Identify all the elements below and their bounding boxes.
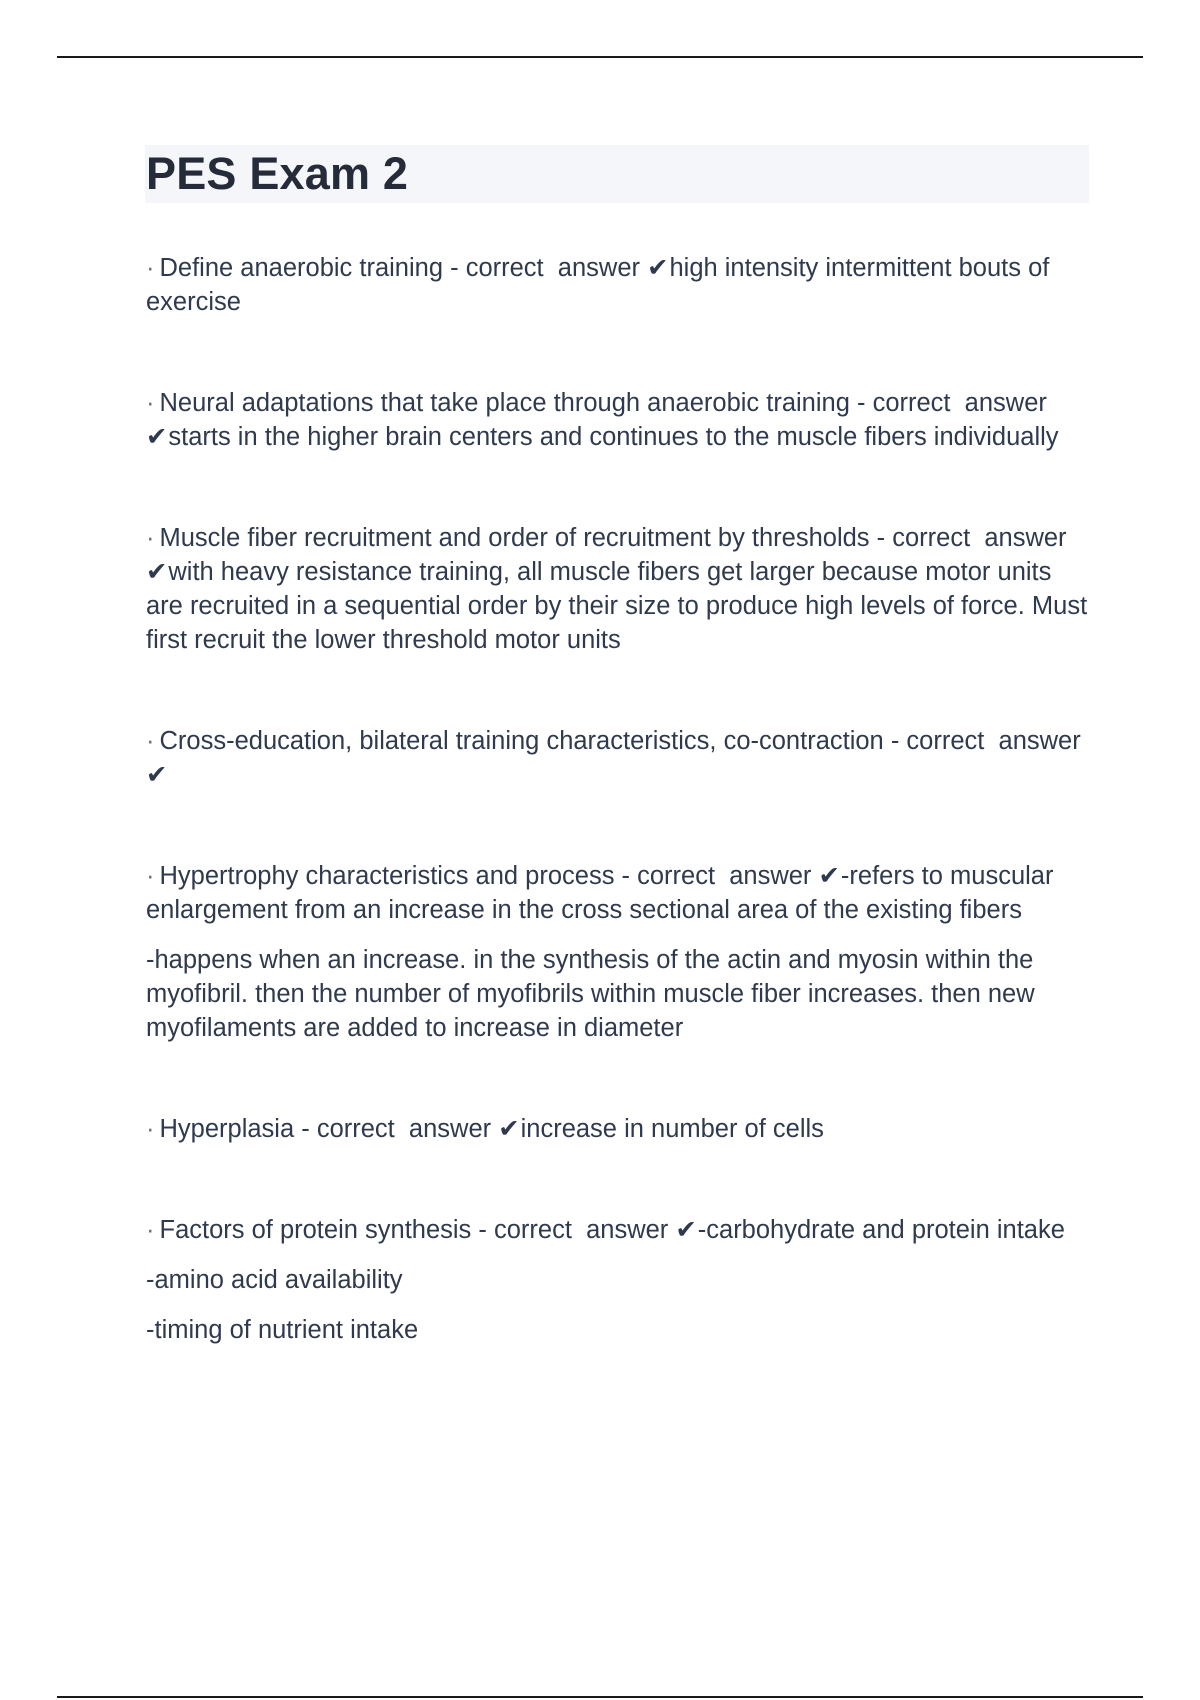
answer-text: starts in the higher brain centers and continues to the muscle fibers individually [168, 423, 1059, 451]
separator: - [883, 727, 907, 755]
answer-text: -timing of nutrient intake [146, 1316, 419, 1344]
correct-answer-label: correct answer [872, 389, 1047, 417]
qa-question-line [146, 1112, 1091, 1146]
qa-item [146, 521, 1091, 657]
bullet-icon: · [146, 524, 155, 552]
bullet-icon: · [146, 727, 155, 755]
qa-item [146, 1112, 1091, 1146]
question-text: Hyperplasia [159, 1115, 295, 1143]
correct-answer-label: correct answer [906, 727, 1081, 755]
checkmark-icon: ✔ [146, 761, 168, 789]
correct-answer-label: correct answer [316, 1115, 492, 1143]
separator: - [471, 1216, 494, 1244]
qa-item [146, 859, 1091, 1045]
bullet-icon: · [146, 1216, 155, 1244]
bullet-icon: · [146, 862, 155, 890]
answer-text: increase in number of cells [520, 1115, 824, 1143]
qa-question-line [146, 386, 1091, 454]
qa-question-line [146, 1213, 1091, 1247]
bottom-rule [57, 1696, 1143, 1698]
correct-answer-label: correct answer [465, 254, 640, 282]
bullet-icon: · [146, 1115, 155, 1143]
qa-question-line [146, 521, 1091, 657]
answer-text: -happens when an increase. in the synthesis of the actin and myosin within the myofibril. then the number of myofibrils within muscle fiber increases. then new myofilaments are added to increase in diameter [146, 946, 1035, 1042]
page-title: PES Exam 2 [146, 148, 409, 199]
question-text: Define anaerobic training [159, 254, 444, 282]
answer-text: -amino acid availability [146, 1266, 403, 1294]
question-text: Factors of protein synthesis [159, 1216, 472, 1244]
bullet-icon: · [146, 254, 155, 282]
answer-text: -carbohydrate and protein intake [697, 1216, 1065, 1244]
correct-answer-label: correct answer [892, 524, 1067, 552]
qa-question-line [146, 251, 1091, 319]
top-rule [57, 56, 1143, 58]
qa-item [146, 251, 1091, 319]
question-text: Hypertrophy characteristics and process [159, 862, 615, 890]
qa-item [146, 724, 1091, 792]
qa-answer-line [146, 943, 1091, 1045]
separator: - [294, 1115, 317, 1143]
qa-item [146, 1213, 1091, 1347]
answer-text: with heavy resistance training, all muscle fibers get larger because motor units are recruited in a sequential order by their size to produce high levels of force. Must first recruit the lower threshold motor units [146, 558, 1088, 654]
checkmark-icon: ✔ [146, 423, 168, 451]
question-text: Neural adaptations that take place through anaerobic training [159, 389, 850, 417]
checkmark-icon: ✔ [647, 254, 669, 282]
correct-answer-label: correct answer [637, 862, 812, 890]
checkmark-icon: ✔ [146, 558, 168, 586]
separator: - [443, 254, 466, 282]
qa-answer-line [146, 1263, 1091, 1297]
correct-answer-label: correct answer [493, 1216, 669, 1244]
answer-text: -refers to muscular enlargement from an increase in the cross sectional area of the existing fibers [146, 862, 1054, 924]
separator: - [614, 862, 638, 890]
qa-question-line [146, 859, 1091, 927]
qa-answer-line [146, 1313, 1091, 1347]
bullet-icon: · [146, 389, 155, 417]
answer-text: high intensity intermittent bouts of exercise [146, 254, 1050, 316]
separator: - [849, 389, 873, 417]
checkmark-icon: ✔ [675, 1216, 697, 1244]
qa-item [146, 386, 1091, 454]
checkmark-icon: ✔ [818, 862, 840, 890]
separator: - [869, 524, 893, 552]
question-text: Cross-education, bilateral training characteristics, co-contraction [159, 727, 884, 755]
question-text: Muscle fiber recruitment and order of recruitment by thresholds [159, 524, 870, 552]
qa-list [146, 251, 1091, 1414]
checkmark-icon: ✔ [498, 1115, 520, 1143]
qa-question-line [146, 724, 1091, 792]
